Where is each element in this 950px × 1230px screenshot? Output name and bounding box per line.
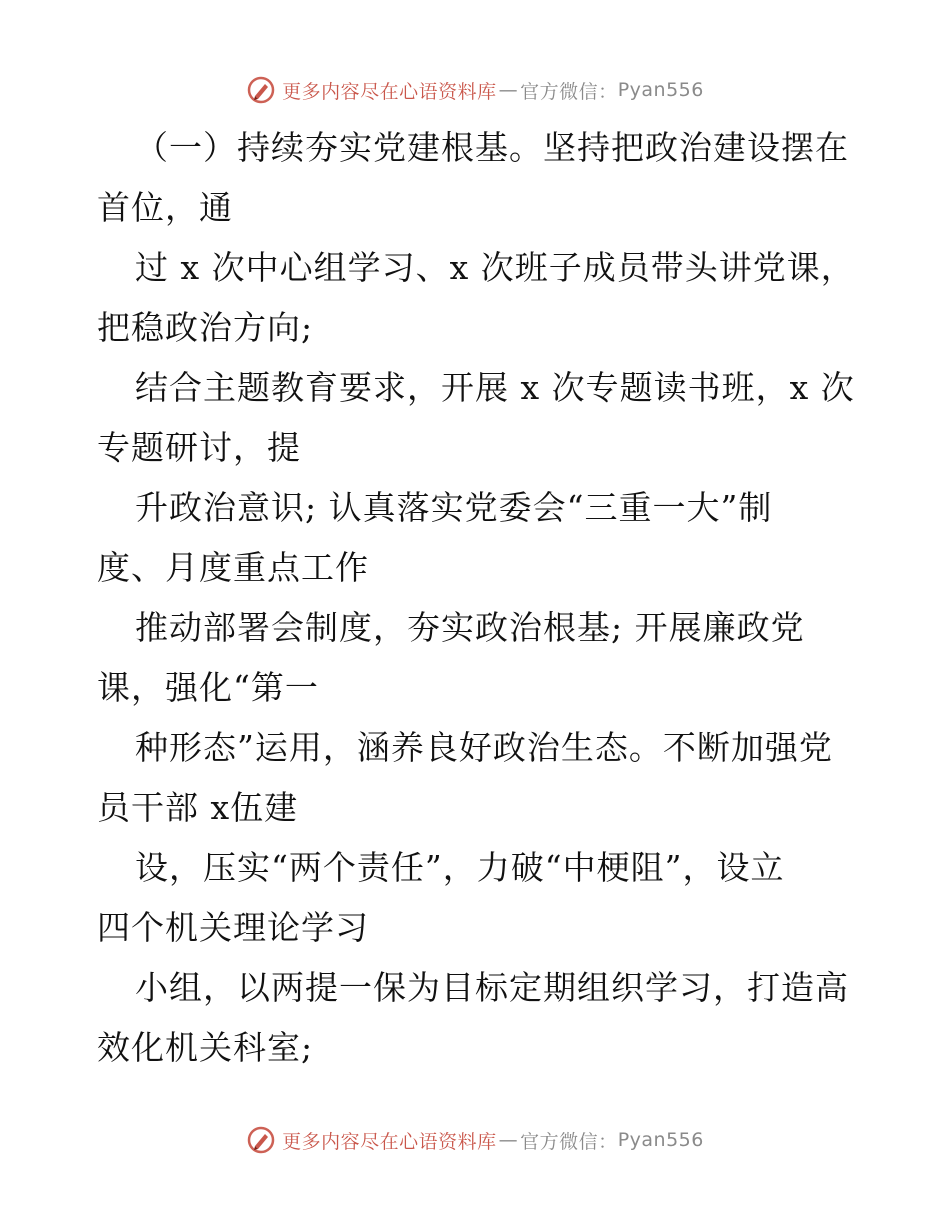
body-line: 设，压实“两个责任”，力破“中梗阻”，设立 [135,848,785,887]
body-line: 种形态”运用，涵养良好政治生态。不断加强党 [135,728,833,767]
header-watermark [0,70,950,110]
watermark-dash: — [498,79,519,101]
pen-logo-icon [246,75,276,105]
body-line: 员干部 x伍建 [97,788,299,827]
document-body [97,118,857,1078]
body-line: 四个机关理论学习 [97,908,369,947]
pen-logo-icon [246,1125,276,1155]
watermark-id: Pyan556 [617,1129,704,1151]
body-line: 过 x 次中心组学习、x 次班子成员带头讲党课， [135,248,855,287]
body-line: 度、月度重点工作 [97,548,369,587]
body-line: 结合主题教育要求，开展 x 次专题读书班，x 次 [135,368,855,407]
body-line: 升政治意识; 认真落实党委会“三重一大”制 [135,488,773,527]
watermark-site-text: 更多内容尽在心语资料库 [282,1130,497,1153]
body-line: 专题研讨，提 [97,428,301,467]
body-line: （一）持续夯实党建根基。坚持把政治建设摆在 [135,128,849,167]
watermark-label: 官方微信： [520,1130,618,1153]
watermark-dash: — [498,1129,519,1151]
body-line: 效化机关科室; [97,1028,314,1067]
body-line: 首位，通 [97,188,233,227]
body-line: 小组，以两提一保为目标定期组织学习，打造高 [135,968,849,1007]
watermark-id: Pyan556 [617,79,704,101]
watermark-site-text: 更多内容尽在心语资料库 [282,80,497,103]
body-line: 把稳政治方向; [97,308,314,347]
body-line: 推动部署会制度，夯实政治根基; 开展廉政党 [135,608,805,647]
body-line: 课，强化“第一 [97,668,319,707]
footer-watermark [0,1120,950,1160]
watermark-label: 官方微信： [520,80,618,103]
